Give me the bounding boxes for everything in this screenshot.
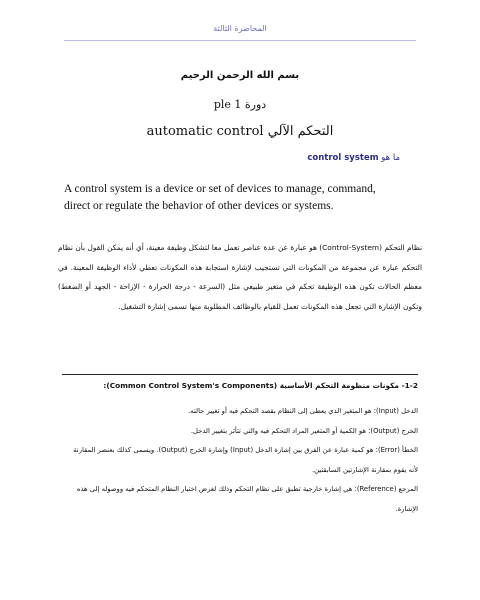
english-definition: A control system is a device or set of devices to manage, command, direct or regulate the behavior of other devices or systems. bbox=[64, 183, 376, 212]
question-heading bbox=[307, 153, 400, 163]
list-item: الدخل (Input): هو المتغير الذي يعطى إلى النظام بقصد التحكم فيه أو تغيير حالته. bbox=[188, 407, 418, 415]
components-list bbox=[62, 402, 418, 519]
question-ar: ما هو bbox=[381, 153, 400, 163]
list-item: الخطأ (Error): هو كمية عبارة عن الفرق بين إشارة الدخل (Input) وإشارة الخرج (Output). ويسمى كذلك بعنصر المقارنة لأنه يقوم بمقارنة الإشارتين السابقتين. bbox=[73, 446, 418, 474]
arabic-paragraph: نظام التحكم (Control-System) هو عبارة عن عدة عناصر تعمل معا لتشكل وظيفة معينة، أي أنه يمكن القول بأن نظام التحكم عبارة عن مجموعة من المكونات التي تستجيب لإشارة استجابة هذه المكونات تعطي لأداء الوظيفة المعينة. في معظم الحالات تكون هذه الوظيفة تحكم في متغير طبيعي مثل (السرعة - درجة الحرارة - الإزاحة - الجهد أو الضغط) وتكون الإشارة التي تجعل هذه المكونات تعمل للقيام بالوظائف المطلوبة منها تسمى إشارة التشغيل. bbox=[58, 243, 423, 311]
list-item: المرجع (Reference): هي إشارة خارجية تطبق على نظام التحكم وذلك لغرض اختبار النظام المتحكم فيه ووصوله إلى هذه الإشارة. bbox=[76, 485, 418, 513]
page-title: التحكم الآلي automatic control bbox=[146, 124, 334, 139]
section-title-ar: مكونات منظومة التحكم الأساسية bbox=[279, 381, 399, 390]
section-title-en: (Common Control System's Components): bbox=[103, 381, 278, 390]
course-title: دورة ple 1 bbox=[213, 98, 267, 111]
section-number: 1-2- bbox=[401, 381, 418, 390]
basmala-line: بسم الله الرحمن الرحيم bbox=[180, 70, 300, 81]
list-item: الخرج (Output): هو الكمية أو المتغير المراد التحكم فيه والتي تتأثر بتغيير الدخل. bbox=[190, 426, 418, 435]
lecture-header: المحاضرة الثالثة bbox=[213, 24, 267, 33]
question-en: control system bbox=[307, 153, 379, 163]
section-divider bbox=[62, 374, 418, 375]
header-divider bbox=[64, 40, 416, 41]
section-heading bbox=[62, 381, 418, 390]
